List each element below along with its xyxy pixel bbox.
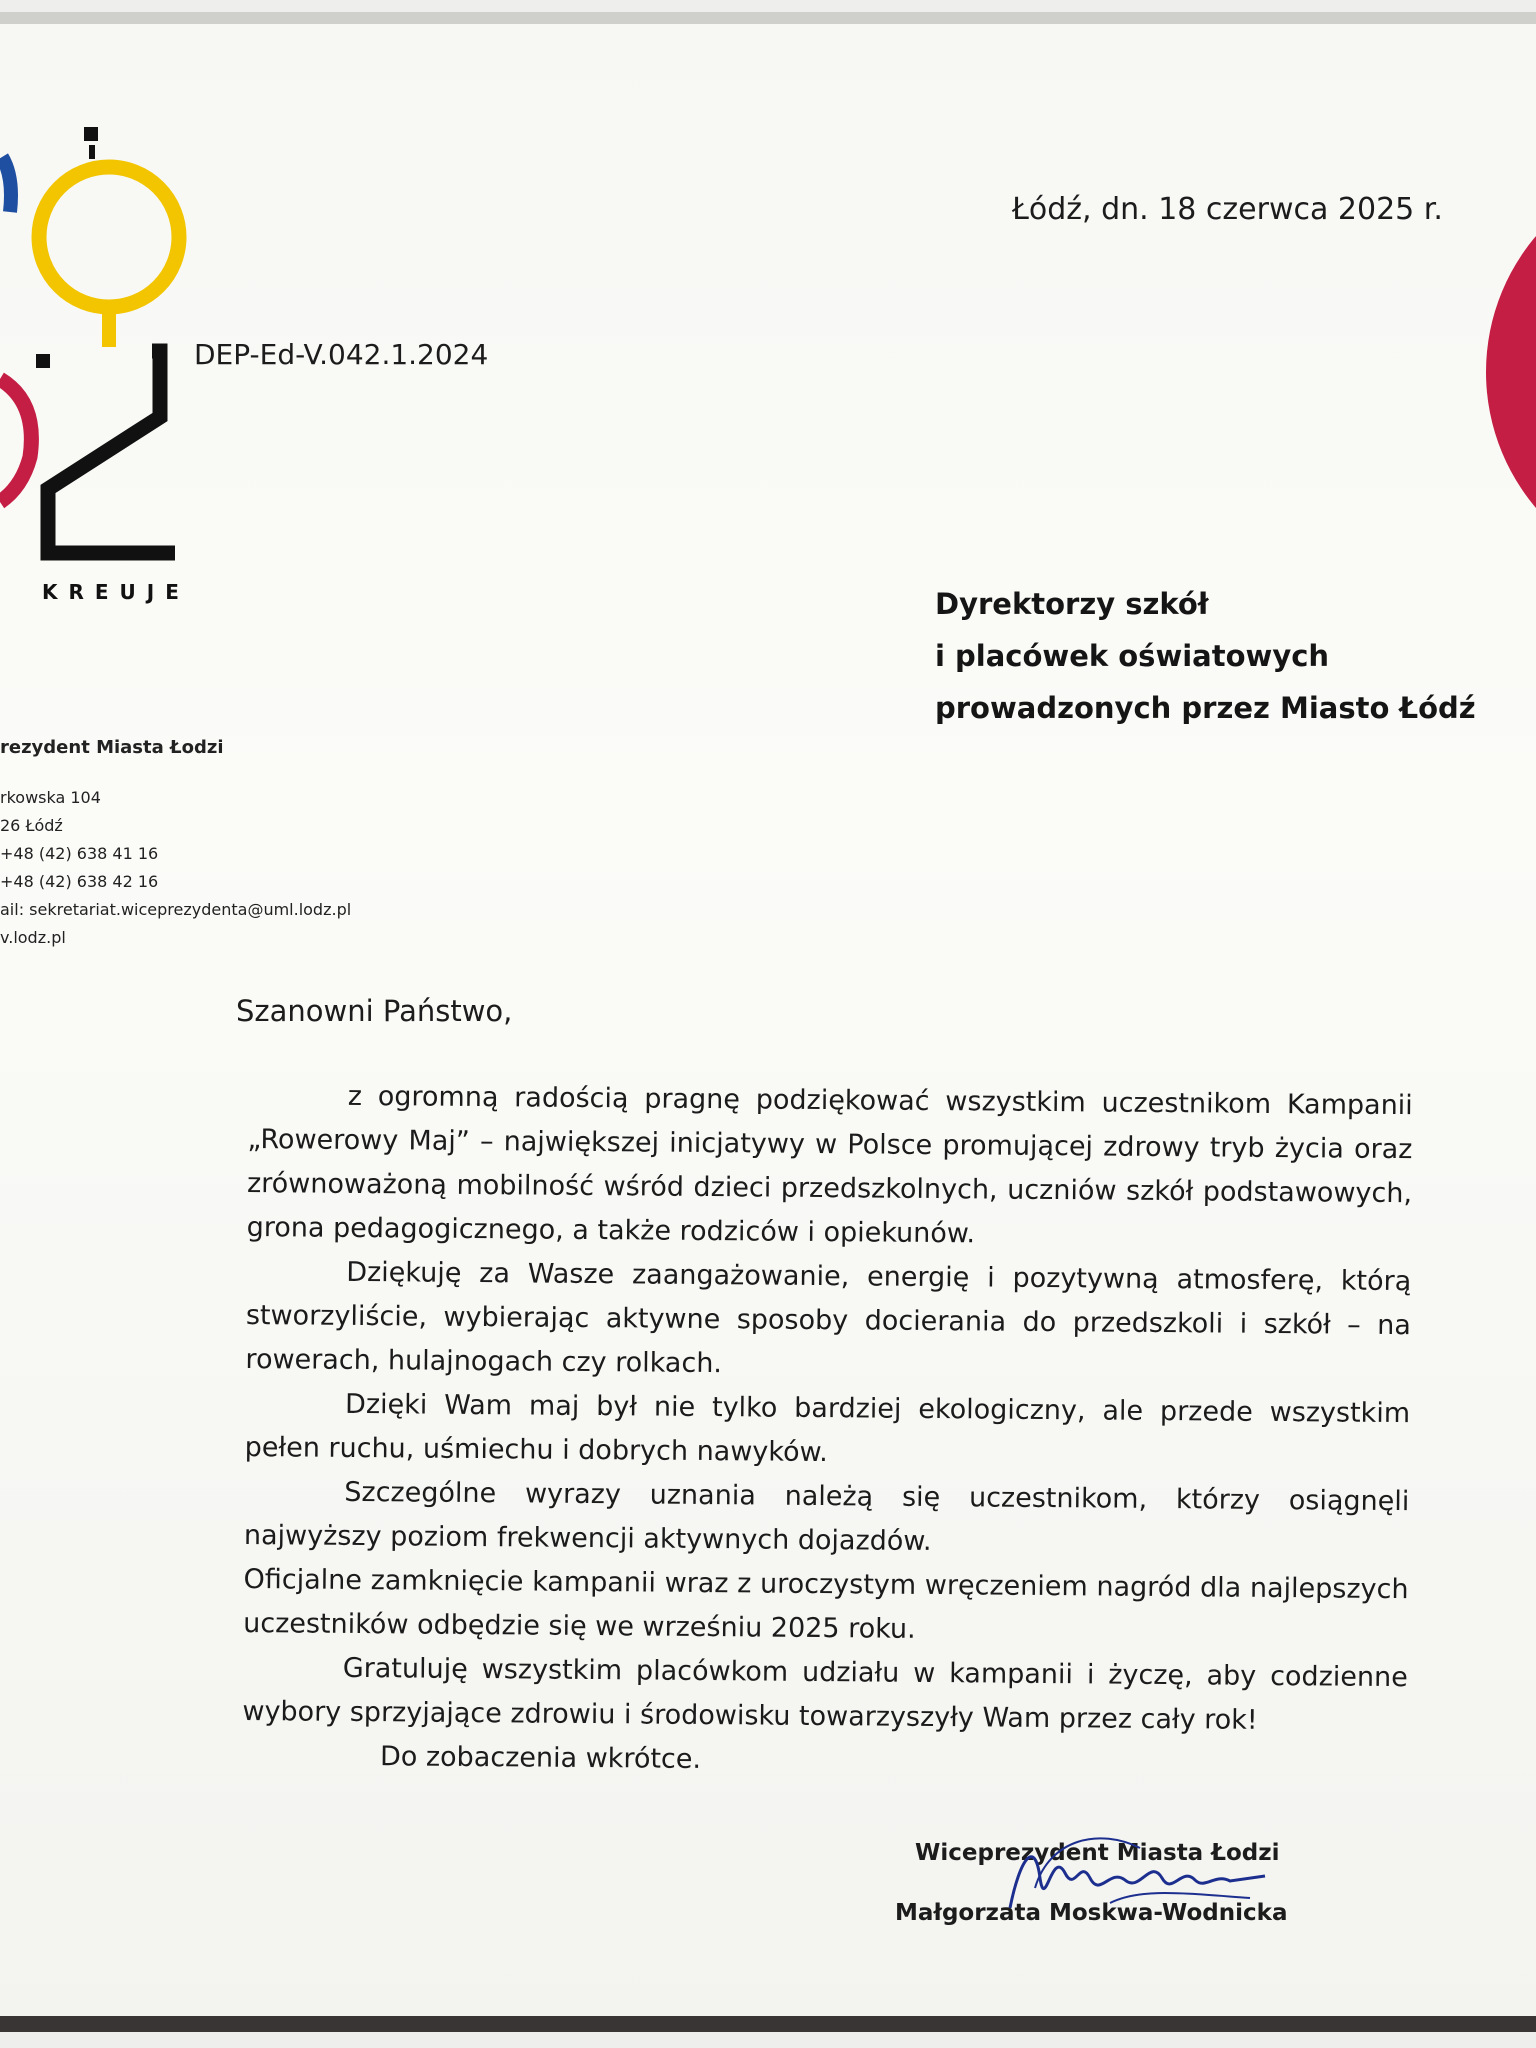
- sender-address-line: rkowska 104: [0, 788, 101, 807]
- body-paragraph: Gratuluję wszystkim placówkom udziału w kampanii i życzę, aby codzienne wybory sprzyjające zdrowiu i środowisku towarzyszyły Wam przez cały rok!: [242, 1652, 1408, 1736]
- recipient-line: Dyrektorzy szkół: [935, 587, 1209, 621]
- body-paragraph: Oficjalne zamknięcie kampanii wraz z uroczystym wręczeniem nagród dla najlepszych uczestników odbędzie się we wrześniu 2025 roku.: [243, 1563, 1409, 1645]
- letter-body: [242, 1074, 1413, 1788]
- closing-line: Do zobaczenia wkrótce.: [379, 1741, 702, 1775]
- decorative-red-circle: [1486, 162, 1536, 582]
- salutation: Szanowni Państwo,: [236, 994, 513, 1028]
- sender-city-line: 26 Łódź: [0, 816, 63, 835]
- body-paragraph: Dzięki Wam maj był nie tylko bardziej ekologiczny, ale przede wszystkim pełen ruchu, uśmiechu i dobrych nawyków.: [244, 1388, 1411, 1469]
- recipient-line: i placówek oświatowych: [935, 639, 1330, 673]
- bottom-edge: [0, 2016, 1536, 2032]
- logo-wordmark: KREUJE: [42, 580, 190, 604]
- top-edge: [0, 12, 1536, 24]
- body-paragraph: Szczególne wyrazy uznania należą się uczestnikom, którzy osiągnęli najwyższy poziom frekwencji aktywnych dojazdów.: [243, 1476, 1410, 1557]
- letter-date: Łódź, dn. 18 czerwca 2025 r.: [1012, 192, 1443, 227]
- recipient-block: [935, 578, 1476, 734]
- sender-fax-line: +48 (42) 638 42 16: [0, 872, 159, 891]
- sender-name: rezydent Miasta Łodzi: [0, 737, 224, 758]
- body-paragraph: Dziękuję za Wasze zaangażowanie, energię i pozytywną atmosferę, którą stworzyliście, wybierając aktywne sposoby docierania do przedszkoli i szkół – na rowerach, hulajnogach czy rolkach.: [245, 1256, 1412, 1380]
- reference-number: DEP-Ed-V.042.1.2024: [194, 338, 489, 371]
- body-paragraph: z ogromną radością pragnę podziękować wszystkim uczestnikom Kampanii „Rowerowy Maj” – największej inicjatywy w Polsce promującej zdrowy tryb życia oraz zrównoważoną mobilność wśród dzieci przedszkolnych, uczniów szkół podstawowych, grona pedagogicznego, a także rodziców i opiekunów.: [246, 1080, 1413, 1250]
- sender-website-line: v.lodz.pl: [0, 928, 66, 947]
- signatory-title: Wiceprezydent Miasta Łodzi: [915, 1840, 1280, 1866]
- sender-email-line: ail: sekretariat.wiceprezydenta@uml.lodz.pl: [0, 900, 352, 919]
- sender-contact-block: [0, 737, 351, 952]
- city-logo: [0, 117, 200, 577]
- letter-page: [0, 12, 1536, 2032]
- recipient-line: prowadzonych przez Miasto Łódź: [935, 691, 1476, 725]
- sender-phone-line: +48 (42) 638 41 16: [0, 844, 159, 863]
- signatory-name: Małgorzata Moskwa-Wodnicka: [895, 1900, 1288, 1926]
